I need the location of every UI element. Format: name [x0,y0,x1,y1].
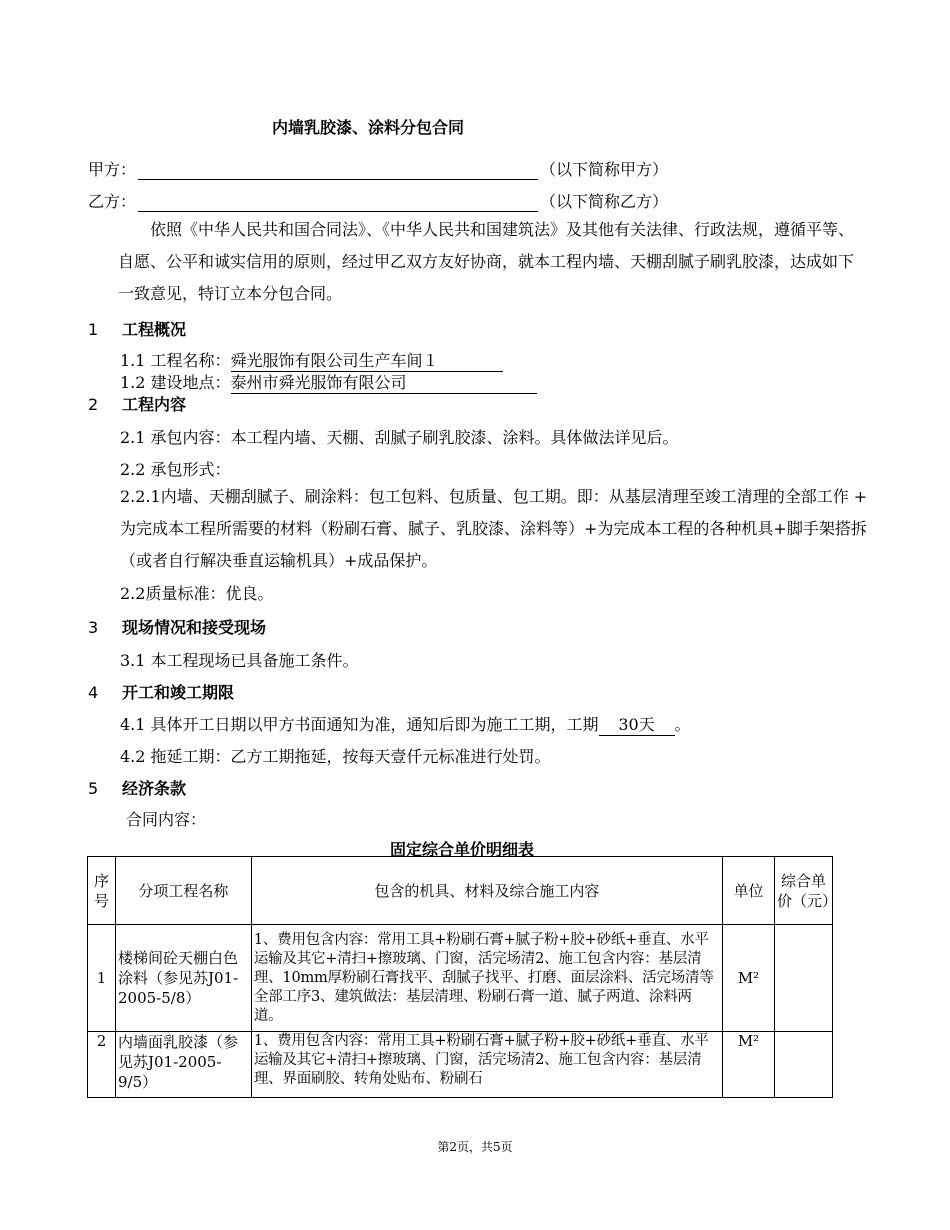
section-4-1: 4.1 具体开工日期以甲方书面通知为准，通知后即为施工工期，工期 30天 。 [120,712,691,736]
section-5-heading: 5 经济条款 [88,779,187,798]
party-b-blank [138,193,538,212]
header-no: 序号 [88,857,116,925]
section-2-1: 2.1 承包内容：本工程内墙、天棚、刮腻子刷乳胶漆、涂料。具体做法详见后。 [120,428,679,447]
party-a-suffix: （以下简称甲方） [540,160,669,179]
unit-price-table [87,856,838,1098]
section-4-2: 4.2 拖延工期：乙方工期拖延，按每天壹仟元标准进行处罚。 [120,747,551,766]
table-row [88,1032,833,1098]
project-name-line: 1.1 工程名称：舜光服饰有限公司生产车间１ [120,348,503,372]
contract-content-label: 合同内容： [126,810,207,829]
party-b-label: 乙方： [88,192,137,211]
duration-value: 30天 [599,712,675,736]
quality-standard: 2.2质量标准：优良。 [120,584,274,603]
row-name: 楼梯间砼天棚白色涂料（参见苏J01-2005-5/8） [115,925,251,1032]
party-b-suffix: （以下简称乙方） [540,192,669,211]
header-content: 包含的机具、材料及综合施工内容 [251,857,722,925]
party-a-label: 甲方： [88,160,137,179]
row-no: 1 [88,925,116,1032]
table-title: 固定综合单价明细表 [390,840,535,859]
section-2-heading: 2 工程内容 [88,395,187,414]
section-2-2: 2.2 承包形式： [120,460,231,479]
row-unit: M² [723,925,775,1032]
row-no: 2 [88,1032,116,1098]
section-3-heading: 3 现场情况和接受现场 [88,618,267,637]
construction-site-value: 泰州市舜光服饰有限公司 [231,370,537,394]
header-unit: 单位 [723,857,775,925]
row-name: 内墙面乳胶漆（参见苏J01-2005-9/5） [115,1032,251,1098]
project-name-value: 舜光服饰有限公司生产车间１ [231,348,503,372]
row-desc: 1、费用包含内容：常用工具+粉刷石膏+腻子粉+胶+砂纸+垂直、水平运输及其它+清扫+擦玻璃、门窗，活完场清2、施工包含内容：基层清理、界面刷胶、转角处贴布、粉刷石 [251,1032,722,1098]
party-a-blank [138,161,538,180]
header-price: 综合单价（元） [775,857,833,925]
party-a-line [88,157,668,180]
row-price [775,925,833,1032]
table-header-row [88,857,833,925]
row-unit: M² [723,1032,775,1098]
section-4-heading: 4 开工和竣工期限 [88,683,235,702]
section-1-heading: 1 工程概况 [88,320,187,339]
construction-site-line: 1.2 建设地点：泰州市舜光服饰有限公司 [120,370,537,394]
document-title: 内墙乳胶漆、涂料分包合同 [272,118,465,137]
intro-paragraph: 依照《中华人民共和国合同法》、《中华人民共和国建筑法》及其他有关法律、行政法规，遵循平等、自愿、公平和诚实信用的原则，经过甲乙双方友好协商，就本工程内墙、天棚刮腻子刷乳胶漆，达成如下一致意见，特订立本分包合同。 [118,220,855,303]
table-row [88,925,833,1032]
row-price [775,1032,833,1098]
section-3-1: 3.1 本工程现场已具备施工条件。 [120,651,359,670]
page-footer: 第2页，共5页 [437,1140,513,1154]
section-2-2-1: 2.2.1内墙、天棚刮腻子、刷涂料：包工包料、包质量、包工期。即：从基层清理至竣工清理的全部工作 + 为完成本工程所需要的材料（粉刷石膏、腻子、乳胶漆、涂料等）+为完成本工程的各种机具+脚手架搭拆（或者自行解决垂直运输机具）+成品保护。 [120,487,868,570]
row-desc: 1、费用包含内容：常用工具+粉刷石膏+腻子粉+胶+砂纸+垂直、水平运输及其它+清扫+擦玻璃、门窗，活完场清2、施工包含内容：基层清理、10mm厚粉刷石膏找平、刮腻子找平、打磨、面层涂料、活完场清等全部工序3、建筑做法：基层清理、粉刷石膏一道、腻子两道、涂料两道。 [251,925,722,1032]
party-b-line [88,189,668,212]
header-name: 分项工程名称 [115,857,251,925]
